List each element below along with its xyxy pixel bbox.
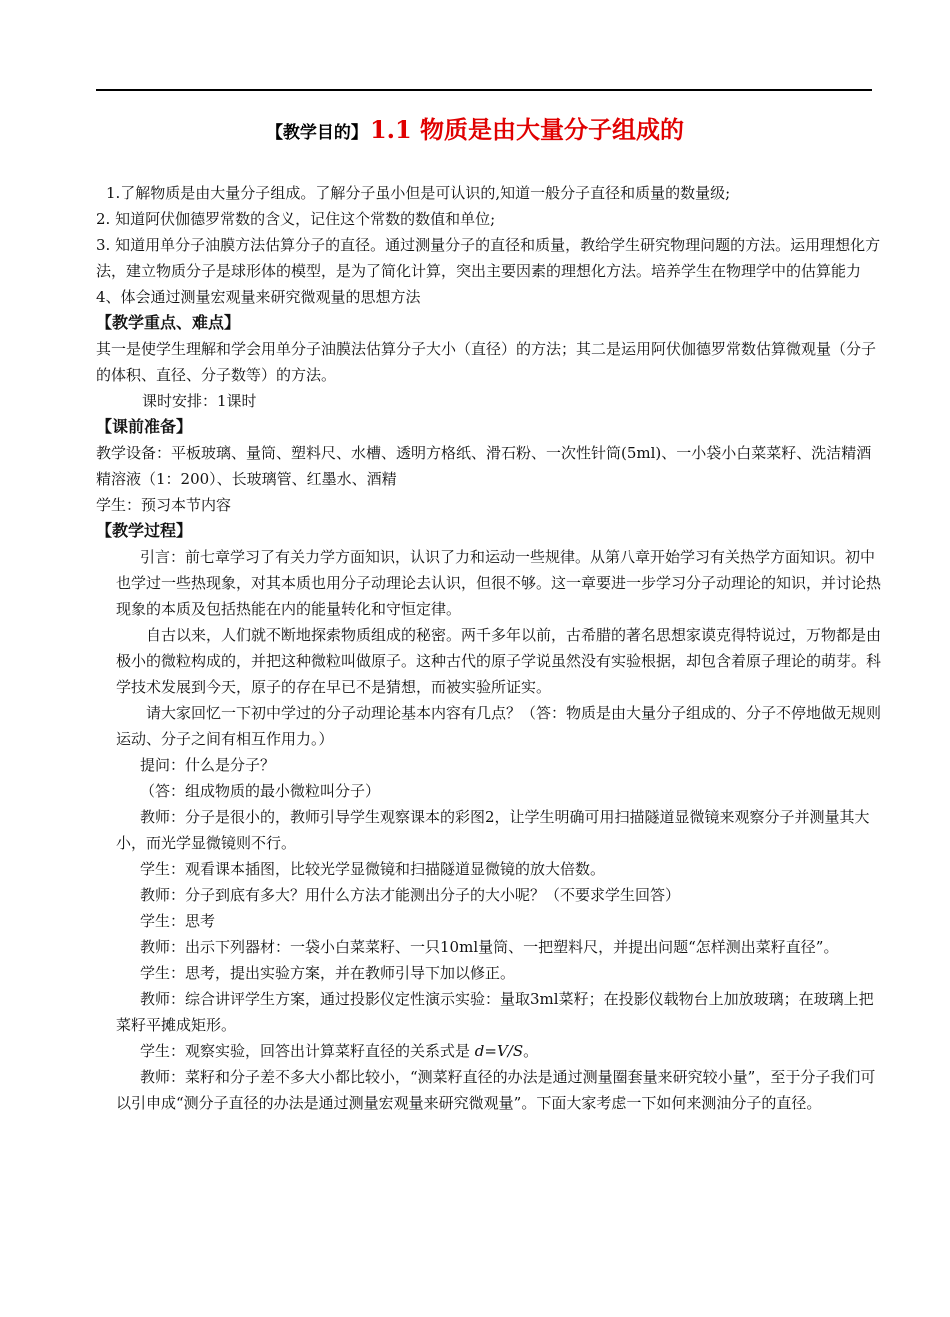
preparation-heading: 【课前准备】 bbox=[96, 417, 193, 436]
objective-2: 2. 知道阿伏伽德罗常数的含义，记住这个常数的数值和单位; bbox=[96, 210, 496, 228]
title-main: 1.1 物质是由大量分子组成的 bbox=[369, 115, 685, 144]
schedule-text: 课时安排：1课时 bbox=[142, 392, 257, 410]
process-paragraph: 教师：综合讲评学生方案，通过投影仪定性演示实验：量取3ml菜籽；在投影仪载物台上加放玻璃；在玻璃上把菜籽平摊成矩形。 bbox=[116, 990, 874, 1034]
process-paragraph: 学生：思考，提出实验方案，并在教师引导下加以修正。 bbox=[140, 964, 516, 982]
process-paragraph: 自古以来，人们就不断地探索物质组成的秘密。两千多年以前，古希腊的著名思想家谟克得特说过，万物都是由极小的微粒构成的，并把这种微粒叫做原子。这种古代的原子学说虽然没有实验根据，却包含着原子理论的萌芽。科学技术发展到今天，原子的存在早已不是猜想，而被实验所证实。 bbox=[116, 626, 882, 696]
process-formula-paragraph bbox=[96, 1038, 886, 1064]
process-heading: 【教学过程】 bbox=[96, 521, 193, 540]
equipment-text: 教学设备：平板玻璃、量筒、塑料尺、水槽、透明方格纸、滑石粉、一次性针筒(5ml)、一小袋小白菜菜籽、洗洁精酒精溶液（1：200）、长玻璃管、红墨水、酒精 bbox=[96, 444, 872, 488]
process-answer: （答：组成物质的最小微粒叫分子） bbox=[140, 782, 381, 800]
process-paragraph: 请大家回忆一下初中学过的分子动理论基本内容有几点？（答：物质是由大量分子组成的、分子不停地做无规则运动、分子之间有相互作用力。） bbox=[116, 704, 882, 748]
process-paragraph: 教师：出示下列器材：一袋小白菜菜籽、一只10ml量筒、一把塑料尺，并提出问题“怎样测出菜籽直径”。 bbox=[140, 938, 839, 956]
process-paragraph: 学生：思考 bbox=[140, 912, 216, 930]
formula-suffix: 。 bbox=[523, 1042, 539, 1060]
objective-1: 1.了解物质是由大量分子组成。了解分子虽小但是可认识的,知道一般分子直径和质量的数量级; bbox=[106, 184, 731, 202]
formula-prefix: 学生：观察实验，回答出计算菜籽直径的关系式是 bbox=[140, 1042, 475, 1060]
student-prep-text: 学生：预习本节内容 bbox=[96, 496, 232, 514]
header-rule bbox=[96, 89, 872, 91]
key-points-text: 其一是使学生理解和学会用单分子油膜法估算分子大小（直径）的方法；其二是运用阿伏伽德罗常数估算微观量（分子的体积、直径、分子数等）的方法。 bbox=[96, 340, 877, 384]
objective-3: 3. 知道用单分子油膜方法估算分子的直径。通过测量分子的直径和质量，教给学生研究物理问题的方法。运用理想化方法，建立物质分子是球形体的模型，是为了简化计算，突出主要因素的理想化方法。培养学生在物理学中的估算能力 bbox=[96, 236, 881, 280]
document-body bbox=[96, 180, 886, 1116]
process-paragraph: 教师：分子到底有多大？用什么方法才能测出分子的大小呢？（不要求学生回答） bbox=[140, 886, 681, 904]
title-label: 【教学目的】 bbox=[265, 123, 368, 143]
process-paragraph: 教师：分子是很小的，教师引导学生观察课本的彩图2，让学生明确可用扫描隧道显微镜来观察分子并测量其大小，而光学显微镜则不行。 bbox=[116, 808, 870, 852]
process-paragraph: 学生：观看课本插图，比较光学显微镜和扫描隧道显微镜的放大倍数。 bbox=[140, 860, 606, 878]
page-title bbox=[0, 110, 950, 145]
objective-4: 4、体会通过测量宏观量来研究微观量的思想方法 bbox=[96, 288, 421, 306]
process-paragraph: 教师：菜籽和分子差不多大小都比较小，“测菜籽直径的办法是通过测量圈套量来研究较小量”，至于分子我们可以引申成“测分子直径的办法是通过测量宏观量来研究微观量”。下面大家考虑一下如何来测油分子的直径。 bbox=[116, 1068, 876, 1112]
process-question: 提问：什么是分子？ bbox=[140, 756, 276, 774]
formula-text: d=V/S bbox=[474, 1042, 524, 1060]
key-points-heading: 【教学重点、难点】 bbox=[96, 313, 241, 332]
process-intro: 引言：前七章学习了有关力学方面知识，认识了力和运动一些规律。从第八章开始学习有关热学方面知识。初中也学过一些热现象，对其本质也用分子动理论去认识，但很不够。这一章要进一步学习分子动理论的知识，并讨论热现象的本质及包括热能在内的能量转化和守恒定律。 bbox=[116, 548, 882, 618]
